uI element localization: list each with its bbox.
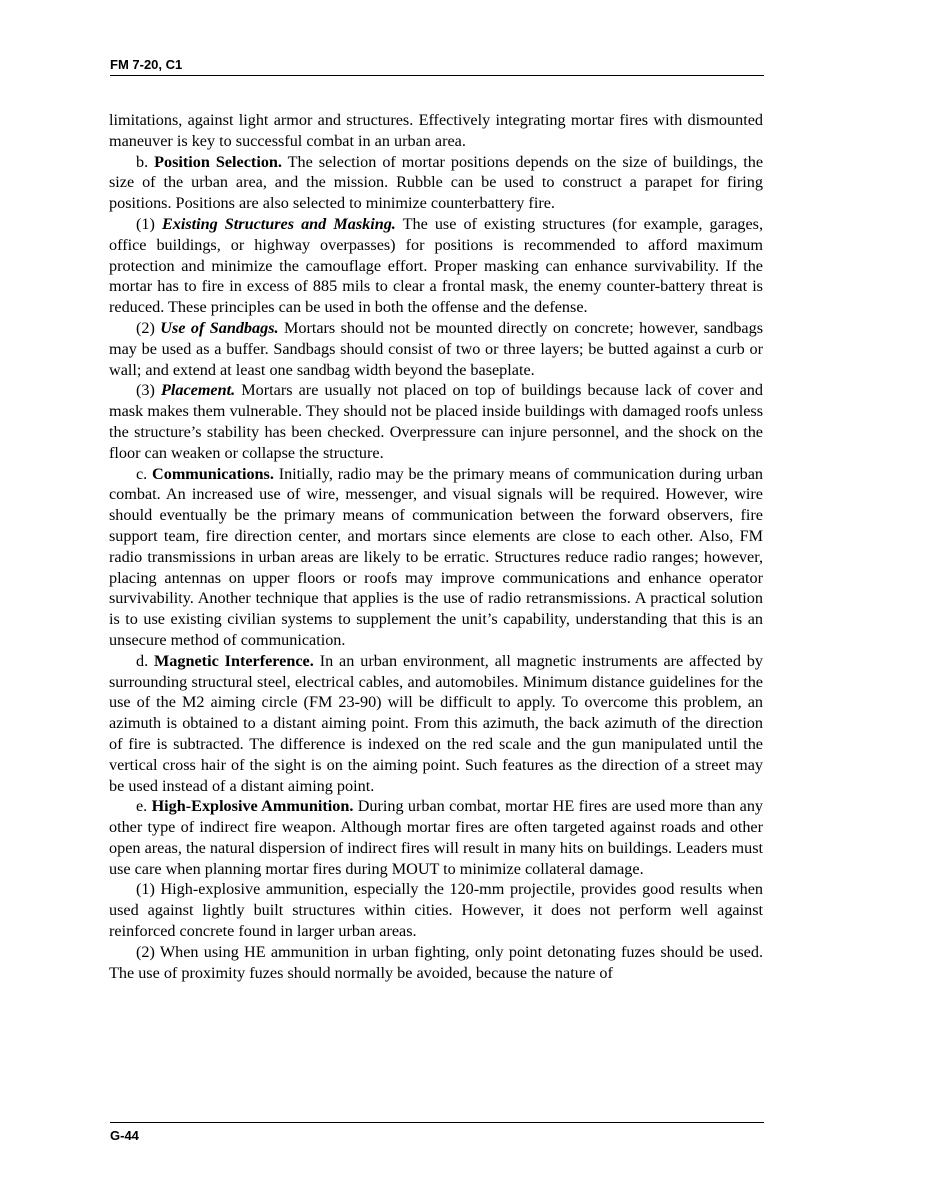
paragraph-heading: Use of Sandbags. <box>160 318 279 337</box>
paragraph-heading: Position Selection. <box>154 152 282 171</box>
body-text <box>109 110 763 983</box>
paragraph-heading: Placement. <box>160 381 236 400</box>
paragraph-existing-structures: (1) Existing Structures and Masking. The use of existing structures (for example, garages, office buildings, or highway overpasses) for positions is recommended to afford maximum protection and minimize the camouflage effort. Proper masking can enhance survivability. If the mortar has to fire in excess of 885 mils to clear a frontal mask, the enemy counter-battery threat is reduced. These principles can be used in both the offense and the defense. <box>109 214 764 317</box>
paragraph-communications: c. Communications. Initially, radio may be the primary means of communication during urban combat. An increased use of wire, messenger, and visual signals will be required. However, wire should eventually be the primary means of communication between the forward observers, fire support team, fire direction center, and mortars since elements are close to each other. Also, FM radio transmissions in urban areas are likely to be erratic. Structures reduce radio ranges; however, placing antennas on upper floors or roofs may improve communications and enhance operator survivability. Another technique that applies is the use of radio retransmissions. A practical solution is to use existing civilian systems to supplement the unit’s capability, understanding that this is an unsecure method of communication. <box>109 464 763 649</box>
paragraph-position-selection: b. Position Selection. The selection of mortar positions depends on the size of buildings, the size of the urban area, and the mission. Rubble can be used to construct a parapet for firing positions. Positions are also selected to minimize counterbattery fire. <box>109 152 764 213</box>
running-header <box>110 56 764 76</box>
page-footer <box>110 1122 764 1145</box>
paragraph-use-of-sandbags: (2) Use of Sandbags. Mortars should not be mounted directly on concrete; however, sandbags may be used as a buffer. Sandbags should consist of two or three layers; be butted against a curb or wall; and extend at least one sandbag width beyond the baseplate. <box>109 318 763 379</box>
paragraph-continuation: limitations, against light armor and structures. Effectively integrating mortar fires with dismounted maneuver is key to successful combat in an urban area. <box>109 111 763 150</box>
paragraph-heading: High-Explosive Ammunition. <box>151 797 354 816</box>
paragraph-heading: Communications. <box>152 464 274 483</box>
paragraph-placement: (3) Placement. Mortars are usually not placed on top of buildings because lack of cover and mask makes them vulnerable. They should not be placed inside buildings with damaged roofs unless the structure’s stability has been checked. Overpressure can injure personnel, and the shock on the floor can weaken or collapse the structure. <box>109 381 763 462</box>
paragraph-label: d. <box>136 651 149 670</box>
running-title: FM 7-20, C1 <box>110 57 183 72</box>
paragraph-he-subparagraph-1: (1) High-explosive ammunition, especially the 120-mm projectile, provides good results when used against lightly built structures within cities. However, it does not perform well against reinforced concrete found in larger urban areas. <box>109 880 763 941</box>
paragraph-magnetic-interference: d. Magnetic Interference. In an urban environment, all magnetic instruments are affected by surrounding structural steel, electrical cables, and automobiles. Minimum distance guidelines for the use of the M2 aiming circle (FM 23-90) will be difficult to apply. To overcome this problem, an azimuth is obtained to a distant aiming point. From this azimuth, the back azimuth of the direction of fire is subtracted. The difference is indexed on the red scale and the gun manipulated until the vertical cross hair of the sight is on the aiming point. Such features as the direction of a street may be used instead of a distant aiming point. <box>109 651 763 795</box>
paragraph-label: b. <box>136 152 149 171</box>
paragraph-heading: Existing Structures and Masking. <box>161 214 396 233</box>
paragraph-label: (3) <box>136 381 155 400</box>
paragraph-label: e. <box>136 797 148 816</box>
paragraph-label: (1) <box>136 214 155 233</box>
paragraph-label: (2) <box>136 318 155 337</box>
page-number: G-44 <box>110 1128 139 1143</box>
paragraph-heading: Magnetic Interference. <box>154 651 314 670</box>
paragraph-high-explosive-ammunition: e. High-Explosive Ammunition. During urban combat, mortar HE fires are used more than any other type of indirect fire weapon. Although mortar fires are often targeted against roads and other open areas, the natural dispersion of indirect fires will result in many hits on buildings. Leaders must use care when planning mortar fires during MOUT to minimize collateral damage. <box>109 797 764 878</box>
paragraph-label: c. <box>136 464 148 483</box>
paragraph-he-subparagraph-2: (2) When using HE ammunition in urban fighting, only point detonating fuzes should be used. The use of proximity fuzes should normally be avoided, because the nature of <box>109 942 763 982</box>
